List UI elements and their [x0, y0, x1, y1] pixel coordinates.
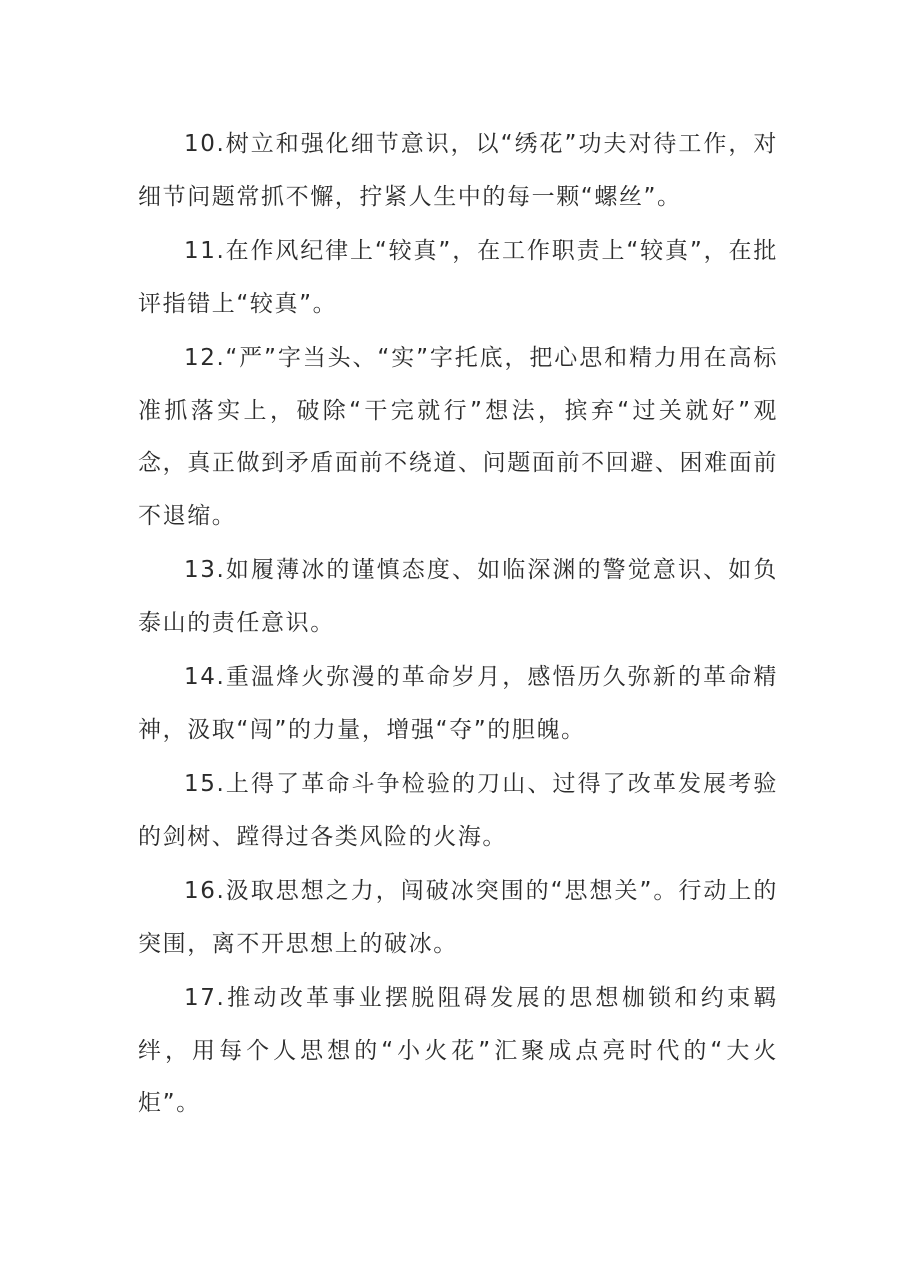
paragraph-10: 10.树立和强化细节意识，以“绣花”功夫对待工作，对细节问题常抓不懈，拧紧人生中的每一颗“螺丝”。: [138, 131, 778, 210]
paragraph-12: 12.“严”字当头、“实”字托底，把心思和精力用在高标准抓落实上，破除“干完就行”想法，摈弃“过关就好”观念，真正做到矛盾面前不绕道、问题面前不回避、困难面前不退缩。: [138, 345, 778, 529]
paragraph-13: 13.如履薄冰的谨慎态度、如临深渊的警觉意识、如负泰山的责任意识。: [138, 557, 778, 636]
paragraph-14: 14.重温烽火弥漫的革命岁月，感悟历久弥新的革命精神，汲取“闯”的力量，增强“夺”的胆魄。: [138, 664, 778, 743]
paragraph-11: 11.在作风纪律上“较真”，在工作职责上“较真”，在批评指错上“较真”。: [138, 238, 778, 317]
document-body: [138, 118, 778, 1132]
paragraph-16: 16.汲取思想之力，闯破冰突围的“思想关”。行动上的突围，离不开思想上的破冰。: [138, 878, 778, 957]
paragraph-15: 15.上得了革命斗争检验的刀山、过得了改革发展考验的剑树、蹚得过各类风险的火海。: [138, 771, 778, 850]
paragraph-17: 17.推动改革事业摆脱阻碍发展的思想枷锁和约束羁绊，用每个人思想的“小火花”汇聚成点亮时代的“大火炬”。: [138, 985, 778, 1116]
